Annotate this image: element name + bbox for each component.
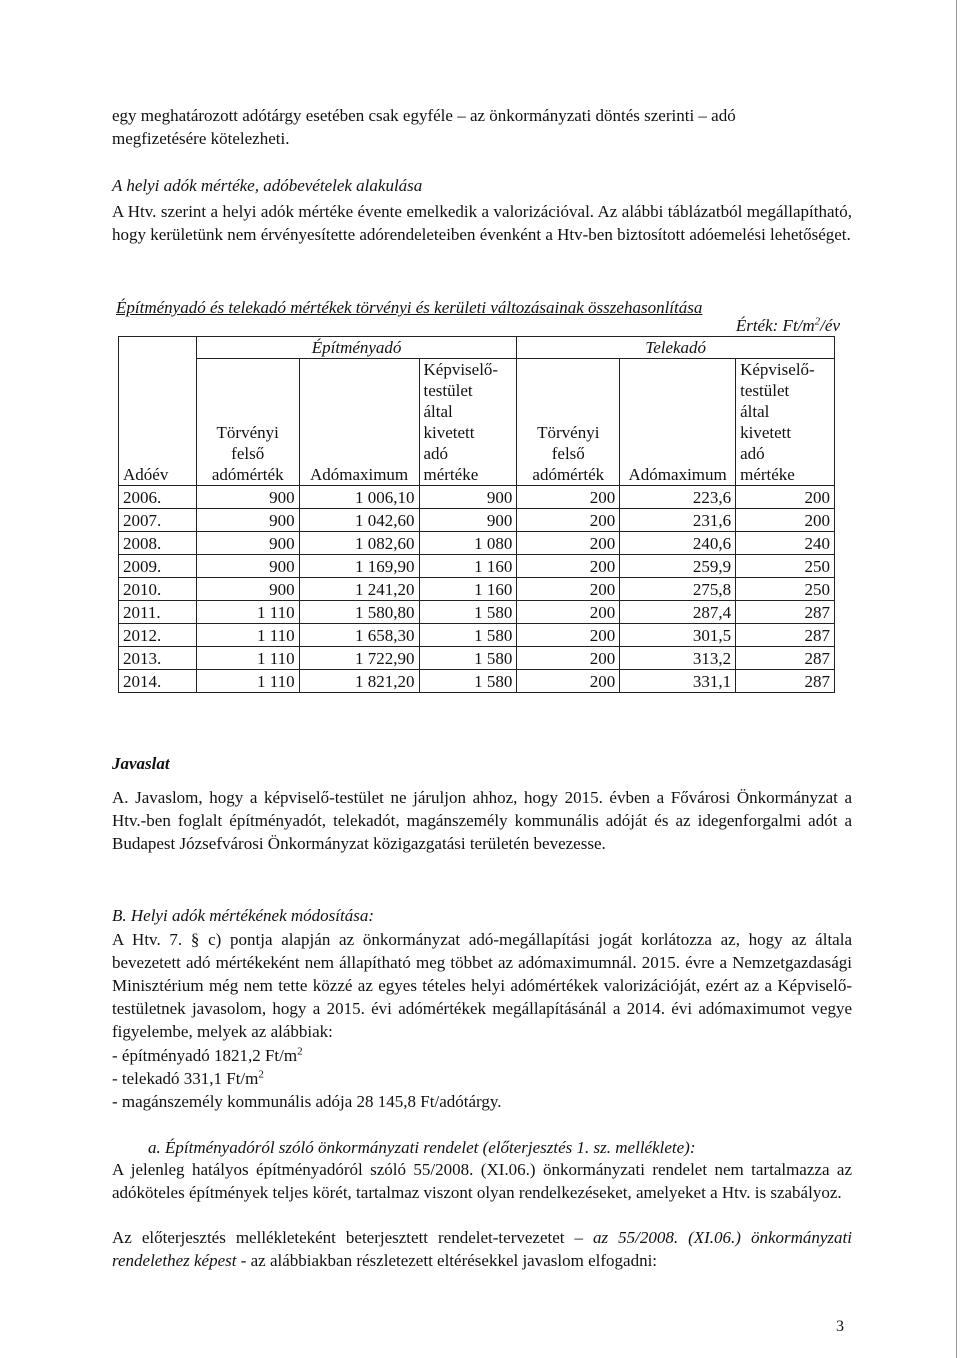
header-text: kivetett bbox=[740, 423, 792, 442]
cell-year: 2008. bbox=[119, 532, 197, 555]
header-text: adómérték bbox=[532, 465, 605, 484]
unit-sup: 2 bbox=[814, 315, 821, 328]
header-text: adó bbox=[740, 444, 765, 463]
header-group-land: Telekadó bbox=[517, 337, 835, 359]
cell-land-council: 200 bbox=[736, 509, 835, 532]
header-text: Törvényi bbox=[216, 423, 279, 442]
cell-land-legal: 200 bbox=[517, 670, 620, 693]
cell-building-council: 1 580 bbox=[419, 601, 517, 624]
cell-building-max: 1 169,90 bbox=[299, 555, 419, 578]
header-text: Képviselő- bbox=[740, 360, 815, 379]
header-land-council bbox=[736, 359, 835, 486]
cell-building-council: 1 160 bbox=[419, 555, 517, 578]
scan-edge-line bbox=[956, 0, 957, 1358]
header-text: testület bbox=[740, 381, 790, 400]
header-text: által bbox=[423, 402, 453, 421]
list-item-sup: 2 bbox=[297, 1045, 303, 1058]
list-item: - magánszemély kommunális adója 28 145,8 Ft/adótárgy. bbox=[112, 1092, 502, 1111]
table-row bbox=[119, 509, 835, 532]
table-row bbox=[119, 624, 835, 647]
cell-land-max: 301,5 bbox=[620, 624, 736, 647]
cell-land-legal: 200 bbox=[517, 555, 620, 578]
cell-land-max: 259,9 bbox=[620, 555, 736, 578]
cell-year: 2012. bbox=[119, 624, 197, 647]
header-text: testület bbox=[423, 381, 473, 400]
cell-land-legal: 200 bbox=[517, 509, 620, 532]
cell-land-max: 223,6 bbox=[620, 486, 736, 509]
cell-land-council: 250 bbox=[736, 555, 835, 578]
cell-building-council: 900 bbox=[419, 509, 517, 532]
closing-text-end: - az alábbiakban részletezett eltérésekkel javaslom elfogadni: bbox=[236, 1251, 658, 1270]
cell-building-max: 1 006,10 bbox=[299, 486, 419, 509]
cell-building-max: 1 658,30 bbox=[299, 624, 419, 647]
header-text: adómérték bbox=[211, 465, 284, 484]
cell-building-max: 1 821,20 bbox=[299, 670, 419, 693]
cell-building-legal: 900 bbox=[196, 555, 299, 578]
list-item bbox=[112, 1044, 852, 1067]
proposal-a-paragraph: A. Javaslom, hogy a képviselő-testület ne járuljon ahhoz, hogy 2015. évben a Fővárosi Önkormányzat a Htv.-ben foglalt építményadót, telekadót, magánszemély kommunális adóját és az idegenforgalmi adót a Budapest Józsefvárosi Önkormányzat közigazgatási területén bevezesse. bbox=[112, 788, 852, 853]
table-caption: Építményadó és telekadó mértékek törvényi és kerületi változásainak összehasonlítása bbox=[116, 298, 703, 317]
header-text: adó bbox=[423, 444, 449, 463]
header-text: mértéke bbox=[423, 465, 479, 484]
header-text: Képviselő- bbox=[423, 360, 499, 379]
cell-land-council: 287 bbox=[736, 647, 835, 670]
sub-a-heading: a. Építményadóról szóló önkormányzati rendelet (előterjesztés 1. sz. melléklete): bbox=[148, 1138, 696, 1157]
list-item-sup: 2 bbox=[258, 1068, 264, 1081]
cell-land-legal: 200 bbox=[517, 624, 620, 647]
cell-year: 2011. bbox=[119, 601, 197, 624]
header-group-building: Építményadó bbox=[196, 337, 517, 359]
header-text: mértéke bbox=[740, 465, 795, 484]
cell-land-council: 200 bbox=[736, 486, 835, 509]
proposal-b-paragraph: A Htv. 7. § c) pontja alapján az önkormányzat adó-megállapítási jogát korlátozza az, hogy az általa bevezetett adó mértékeként nem állapítható meg többet az adómaximumnál. 2015. évre a Nemzetgazdasági Minisztérium még nem tette közzé az egyes tételes helyi adómértékek valorizációját, ezért az a Képviselő-testületnek javasolom, hogy a 2015. évi adómértékek megállapításánál a 2014. évi adómaximumot vegye figyelembe, melyek az alábbiak: bbox=[112, 930, 852, 1041]
list-item-text: - építményadó 1821,2 Ft/m bbox=[112, 1046, 298, 1065]
cell-land-legal: 200 bbox=[517, 578, 620, 601]
table-unit bbox=[700, 314, 840, 337]
section-heading-rates: A helyi adók mértéke, adóbevételek alakulása bbox=[112, 176, 423, 195]
header-building-legal bbox=[196, 359, 299, 486]
table-row bbox=[119, 532, 835, 555]
cell-year: 2009. bbox=[119, 555, 197, 578]
cell-year: 2010. bbox=[119, 578, 197, 601]
cell-building-council: 900 bbox=[419, 486, 517, 509]
header-text: felső bbox=[231, 444, 265, 463]
list-item-text: - telekadó 331,1 Ft/m bbox=[112, 1069, 259, 1088]
table-row bbox=[119, 601, 835, 624]
closing-text-start: Az előterjesztés mellékleteként beterjesztett rendelet-tervezetet – bbox=[112, 1228, 593, 1247]
cell-land-max: 240,6 bbox=[620, 532, 736, 555]
intro-line-2: megfizetésére kötelezheti. bbox=[112, 129, 290, 148]
cell-land-council: 287 bbox=[736, 624, 835, 647]
cell-year: 2006. bbox=[119, 486, 197, 509]
cell-land-legal: 200 bbox=[517, 647, 620, 670]
closing-paragraph bbox=[112, 1226, 852, 1272]
header-text: által bbox=[740, 402, 770, 421]
list-item bbox=[112, 1067, 852, 1090]
cell-building-legal: 1 110 bbox=[196, 624, 299, 647]
cell-building-legal: 900 bbox=[196, 486, 299, 509]
cell-land-max: 331,1 bbox=[620, 670, 736, 693]
table-row bbox=[119, 670, 835, 693]
cell-land-max: 231,6 bbox=[620, 509, 736, 532]
cell-land-legal: 200 bbox=[517, 601, 620, 624]
cell-building-max: 1 042,60 bbox=[299, 509, 419, 532]
cell-building-legal: 900 bbox=[196, 509, 299, 532]
cell-building-max: 1 580,80 bbox=[299, 601, 419, 624]
cell-building-council: 1 080 bbox=[419, 532, 517, 555]
cell-building-council: 1 580 bbox=[419, 670, 517, 693]
cell-building-max: 1 241,20 bbox=[299, 578, 419, 601]
header-land-legal bbox=[517, 359, 620, 486]
table-body bbox=[119, 486, 835, 693]
cell-land-legal: 200 bbox=[517, 532, 620, 555]
cell-building-legal: 900 bbox=[196, 578, 299, 601]
table-column-header-row bbox=[119, 359, 835, 486]
header-text: felső bbox=[551, 444, 585, 463]
header-land-max: Adómaximum bbox=[620, 359, 736, 486]
cell-year: 2007. bbox=[119, 509, 197, 532]
cell-building-council: 1 160 bbox=[419, 578, 517, 601]
cell-land-max: 275,8 bbox=[620, 578, 736, 601]
table-row bbox=[119, 555, 835, 578]
cell-building-legal: 1 110 bbox=[196, 670, 299, 693]
unit-suffix: /év bbox=[820, 316, 840, 335]
cell-land-council: 287 bbox=[736, 670, 835, 693]
unit-prefix: Érték: Ft/m bbox=[735, 316, 815, 335]
cell-building-legal: 1 110 bbox=[196, 601, 299, 624]
cell-year: 2014. bbox=[119, 670, 197, 693]
cell-building-council: 1 580 bbox=[419, 647, 517, 670]
header-year: Adóév bbox=[119, 337, 197, 486]
cell-building-max: 1 082,60 bbox=[299, 532, 419, 555]
header-text: kivetett bbox=[423, 423, 475, 442]
page-number: 3 bbox=[836, 1318, 844, 1335]
header-text: Törvényi bbox=[537, 423, 600, 442]
table-group-header-row bbox=[119, 337, 835, 359]
intro-line-1: egy meghatározott adótárgy esetében csak egyféle – az önkormányzati döntés szerinti – adó bbox=[112, 106, 736, 125]
header-building-council bbox=[419, 359, 517, 486]
cell-year: 2013. bbox=[119, 647, 197, 670]
closing-text-italic: az 55/2008. (XI.06.) önkormányzati rendelethez képest bbox=[112, 1228, 852, 1270]
table-row bbox=[119, 647, 835, 670]
cell-building-legal: 1 110 bbox=[196, 647, 299, 670]
table-row bbox=[119, 486, 835, 509]
cell-land-legal: 200 bbox=[517, 486, 620, 509]
proposal-heading: Javaslat bbox=[112, 754, 170, 773]
sub-a-paragraph: A jelenleg hatályos építményadóról szóló 55/2008. (XI.06.) önkormányzati rendelet nem tartalmazza az adóköteles építmények teljes körét, tartalmaz viszont olyan rendelkezéseket, amelyeket a Htv. is szabályoz. bbox=[112, 1160, 852, 1202]
cell-land-council: 240 bbox=[736, 532, 835, 555]
cell-land-max: 287,4 bbox=[620, 601, 736, 624]
header-building-max: Adómaximum bbox=[299, 359, 419, 486]
cell-building-council: 1 580 bbox=[419, 624, 517, 647]
table-row bbox=[119, 578, 835, 601]
cell-building-max: 1 722,90 bbox=[299, 647, 419, 670]
cell-land-council: 287 bbox=[736, 601, 835, 624]
tax-rates-table bbox=[118, 336, 835, 693]
cell-land-max: 313,2 bbox=[620, 647, 736, 670]
intro-paragraph bbox=[112, 104, 852, 150]
section-rates-paragraph: A Htv. szerint a helyi adók mértéke évente emelkedik a valorizációval. Az alábbi táblázatból megállapítható, hogy kerületünk nem érvényesítette adórendeleteiben évenként a Htv-ben biztosított adóemelési lehetőséget. bbox=[112, 202, 852, 244]
cell-land-council: 250 bbox=[736, 578, 835, 601]
max-rate-list bbox=[112, 1044, 852, 1113]
proposal-b-heading: B. Helyi adók mértékének módosítása: bbox=[112, 906, 374, 925]
cell-building-legal: 900 bbox=[196, 532, 299, 555]
